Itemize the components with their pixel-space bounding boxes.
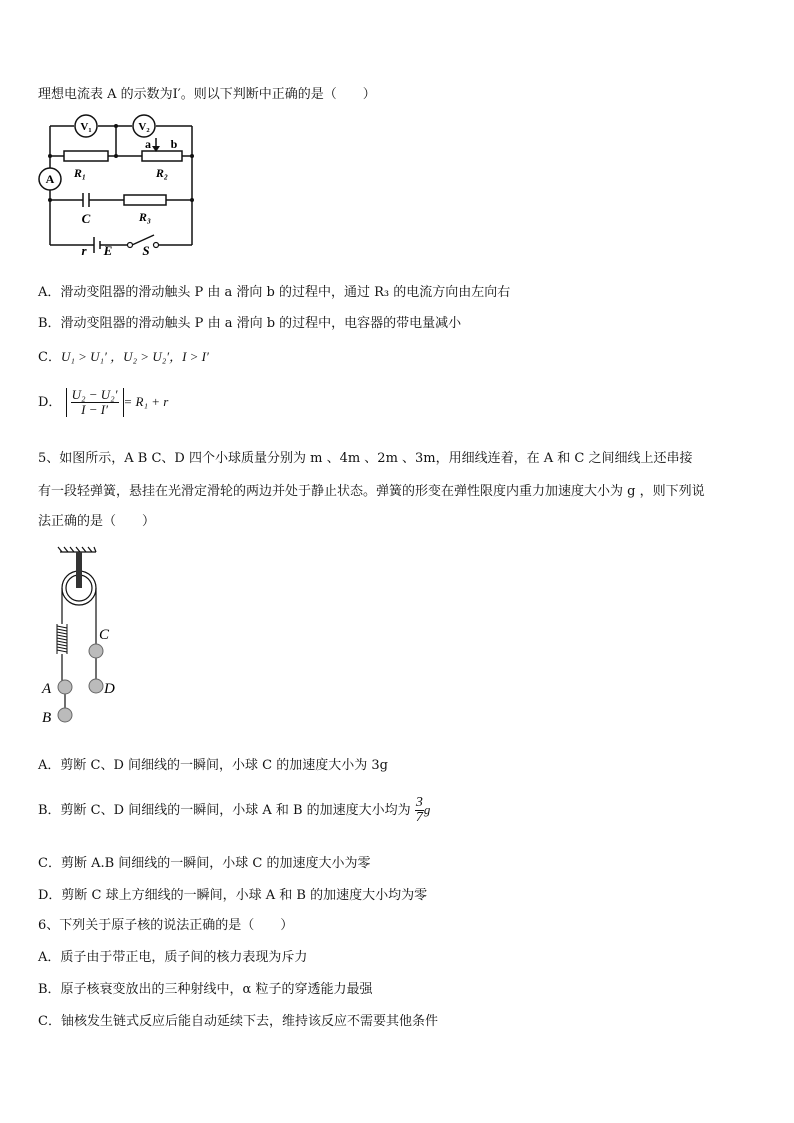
q5-stem-line1: 5、如图所示，A B C、D 四个小球质量分别为 m 、4m 、2m 、3m，用细线连着，在 A 和 C 之间细线上还串接 (38, 451, 693, 466)
q5-option-b-unit: g (423, 802, 431, 817)
ball-d-label: D (104, 681, 115, 697)
v1-label: V₁ (80, 121, 92, 133)
terminal-b-label: b (170, 137, 178, 151)
switch-label: S (142, 243, 150, 255)
ball-a-label: A (42, 681, 52, 697)
q4-option-c (38, 346, 209, 365)
q5-option-b-text: B．剪断 C、D 间细线的一瞬间，小球 A 和 B 的加速度大小均为 (38, 803, 411, 818)
q4-option-d-fraction (71, 388, 119, 417)
pulley-diagram (36, 546, 126, 731)
q5-option-b (38, 796, 430, 825)
q4-option-d (38, 388, 168, 417)
q4-option-c-expr: U₁ > U₁′ ，U₂ > U₂′，I > I′ (60, 349, 209, 364)
q4-option-c-prefix: C． (38, 350, 61, 365)
terminal-a-label: a (145, 137, 151, 151)
emf-label: E (103, 243, 113, 255)
q6-option-a: A．质子由于带正电，质子间的核力表现为斥力 (38, 950, 308, 965)
q5-option-b-fraction (415, 796, 424, 825)
capacitor-label: C (81, 211, 91, 226)
q4-option-d-prefix: D． (38, 395, 62, 410)
q4-option-d-abs (66, 388, 124, 417)
r1-label: R₁ (73, 166, 87, 180)
q6-option-b: B．原子核衰变放出的三种射线中，α 粒子的穿透能力最强 (38, 982, 373, 997)
q4-option-d-numerator: U₂ − U₂′ (71, 387, 118, 402)
q5-option-a: A．剪断 C、D 间细线的一瞬间，小球 C 的加速度大小为 3g (38, 758, 388, 773)
r2-label: R₂ (155, 166, 169, 180)
ball-c-label: C (99, 627, 110, 643)
q6-option-c: C．铀核发生链式反应后能自动延续下去，维持该反应不需要其他条件 (38, 1014, 438, 1029)
ball-b-label: B (42, 710, 52, 726)
q5-option-b-numerator: 3 (415, 795, 423, 810)
q4-option-b: B．滑动变阻器的滑动触头 P 由 a 滑向 b 的过程中，电容器的带电量减小 (38, 316, 462, 331)
q4-option-d-rhs: = R₁ + r (123, 394, 169, 409)
q5-option-c: C．剪断 A.B 间细线的一瞬间，小球 C 的加速度大小为零 (38, 856, 371, 871)
q5-option-d: D．剪断 C 球上方细线的一瞬间，小球 A 和 B 的加速度大小均为零 (38, 888, 428, 903)
q4-option-d-denominator: I − I′ (81, 402, 108, 417)
circuit-diagram (36, 110, 206, 255)
v2-label: V₂ (138, 121, 150, 133)
q5-stem-line3: 法正确的是（ ） (38, 514, 156, 529)
q5-stem-line2: 有一段轻弹簧，悬挂在光滑定滑轮的两边并处于静止状态。弹簧的形变在弹性限度内重力加速度大小为 g ，则下列说 (38, 484, 705, 499)
q6-stem: 6、下列关于原子核的说法正确的是（ ） (38, 918, 294, 933)
q5-option-b-denominator: 7 (415, 810, 423, 825)
internal-resistance-label: r (81, 243, 87, 255)
ammeter-label: A (45, 172, 55, 186)
q4-stem: 理想电流表 A 的示数为I′。则以下判断中正确的是（ ） (38, 87, 376, 102)
r3-label: R₃ (138, 210, 152, 224)
q4-option-a: A．滑动变阻器的滑动触头 P 由 a 滑向 b 的过程中，通过 R₃ 的电流方向由左向右 (38, 285, 511, 300)
